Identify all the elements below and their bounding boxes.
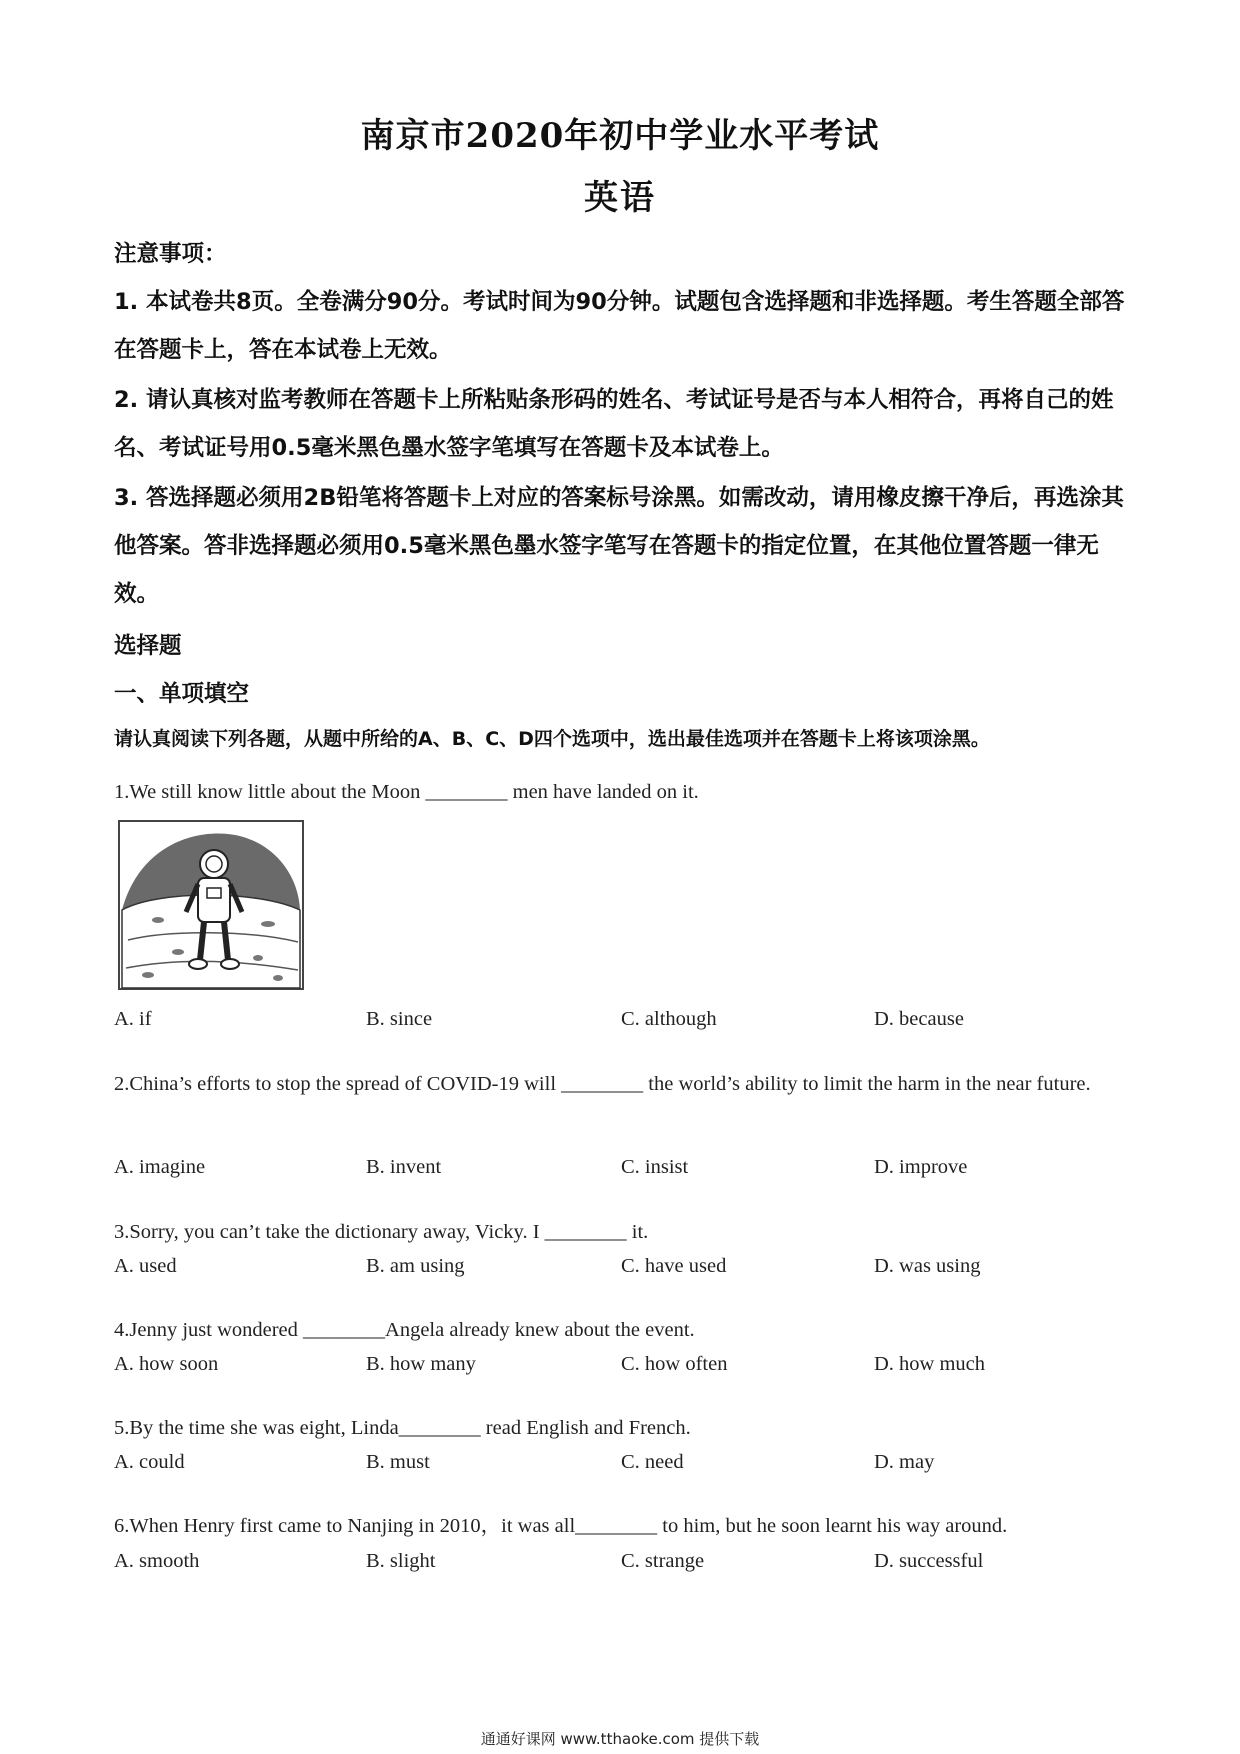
option-a: A. could	[114, 1451, 185, 1473]
option-c: C. need	[621, 1451, 684, 1473]
option-d: D. how much	[874, 1353, 986, 1375]
exam-subject: 英语	[584, 178, 656, 218]
page-footer: 通通好课网 www.tthaoke.com 提供下载	[480, 1730, 760, 1748]
question-1-options	[114, 1008, 1134, 1038]
question-4-options	[114, 1353, 1134, 1383]
option-c: C. although	[621, 1008, 717, 1030]
option-b: B. how many	[366, 1353, 476, 1375]
exam-title: 南京市2020年初中学业水平考试	[360, 116, 880, 156]
option-d: D. successful	[874, 1550, 984, 1572]
option-c: C. strange	[621, 1550, 705, 1572]
question-3-stem: 3.Sorry, you can’t take the dictionary away, Vicky. I ________ it.	[114, 1221, 649, 1243]
notice-item-2: 2. 请认真核对监考教师在答题卡上所粘贴条形码的姓名、考试证号是否与本人相符合，再将自己的姓名、考试证号用0.5毫米黑色墨水签字笔填写在答题卡及本试卷上。	[114, 387, 1114, 461]
notice-heading: 注意事项：	[114, 241, 227, 267]
question-5-options	[114, 1451, 1134, 1481]
option-b: B. since	[366, 1008, 433, 1030]
option-d: D. was using	[874, 1255, 981, 1277]
option-c: C. have used	[621, 1255, 727, 1277]
option-c: C. how often	[621, 1353, 728, 1375]
option-b: B. must	[366, 1451, 430, 1473]
option-b: B. slight	[366, 1550, 436, 1572]
option-d: D. because	[874, 1008, 964, 1030]
question-3-options	[114, 1255, 1134, 1285]
option-a: A. used	[114, 1255, 177, 1277]
question-2-stem: 2.China’s efforts to stop the spread of COVID-19 will ________ the world’s ability to limit the harm in the near future.	[114, 1073, 1091, 1095]
question-6-stem: 6.When Henry first came to Nanjing in 2010，it was all________ to him, but he soon learnt his way around.	[114, 1515, 1008, 1537]
option-a: A. smooth	[114, 1550, 200, 1572]
part-instruction: 请认真阅读下列各题，从题中所给的A、B、C、D四个选项中，选出最佳选项并在答题卡上将该项涂黑。	[114, 728, 990, 750]
option-a: A. how soon	[114, 1353, 219, 1375]
option-b: B. invent	[366, 1156, 442, 1178]
option-a: A. imagine	[114, 1156, 206, 1178]
question-1-stem: 1.We still know little about the Moon ________ men have landed on it.	[114, 781, 699, 803]
question-2-options	[114, 1156, 1134, 1186]
option-a: A. if	[114, 1008, 152, 1030]
question-5-stem: 5.By the time she was eight, Linda________ read English and French.	[114, 1417, 691, 1439]
astronaut-illustration	[118, 820, 304, 990]
option-d: D. may	[874, 1451, 935, 1473]
section-label: 选择题	[114, 633, 182, 659]
option-b: B. am using	[366, 1255, 465, 1277]
notice-item-1: 1. 本试卷共8页。全卷满分90分。考试时间为90分钟。试题包含选择题和非选择题。考生答题全部答在答题卡上，答在本试卷上无效。	[114, 289, 1125, 363]
option-c: C. insist	[621, 1156, 689, 1178]
part-title: 一、单项填空	[114, 681, 250, 707]
option-d: D. improve	[874, 1156, 968, 1178]
question-4-stem: 4.Jenny just wondered ________Angela already knew about the event.	[114, 1319, 695, 1341]
notice-item-3: 3. 答选择题必须用2B铅笔将答题卡上对应的答案标号涂黑。如需改动，请用橡皮擦干净后，再选涂其他答案。答非选择题必须用0.5毫米黑色墨水签字笔写在答题卡的指定位置，在其他位置答题一律无效。	[114, 485, 1124, 607]
question-6-options	[114, 1550, 1134, 1580]
